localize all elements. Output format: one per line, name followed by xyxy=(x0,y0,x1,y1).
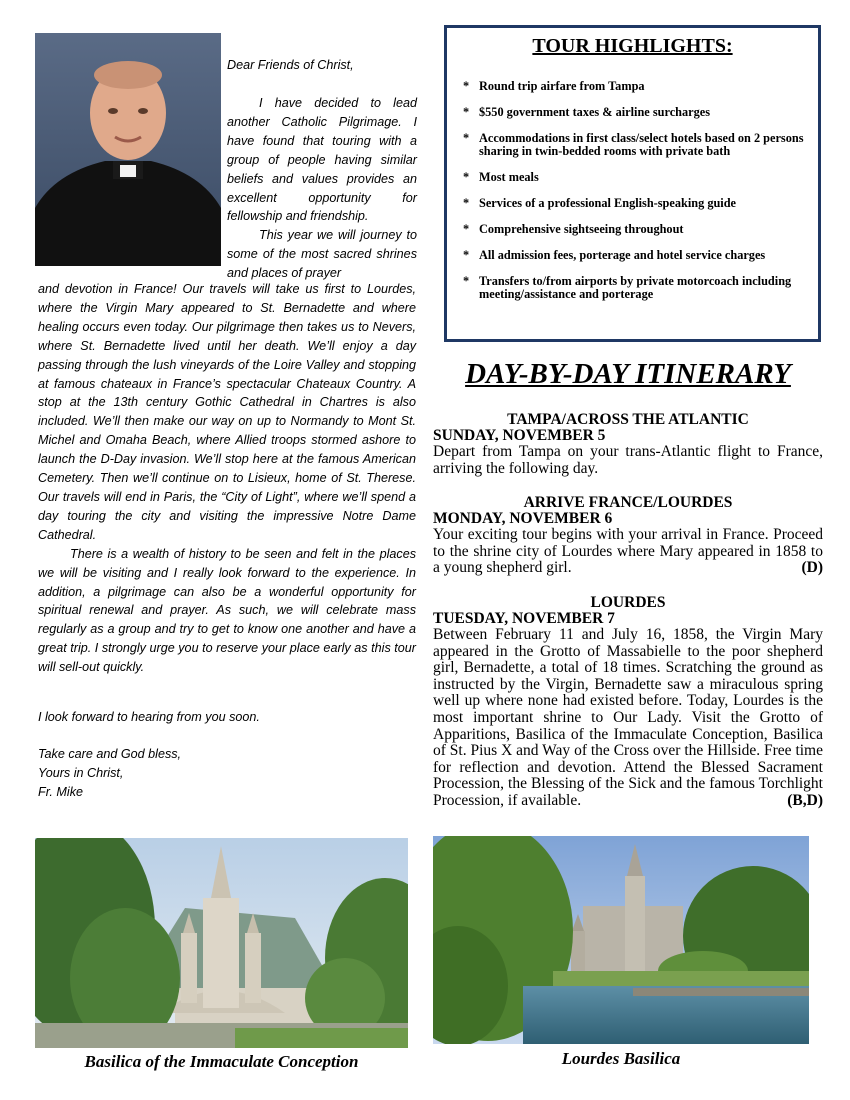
signoff-line: Yours in Christ, xyxy=(38,766,124,780)
day-description: Between February 11 and July 16, 1858, the Virgin Mary appeared in the Grotto of Massabielle to the poor shepherd girl, Bernadette, a total of 18 times. Scratching the ground as instructed by the Virgin, Bernadette saw a miraculous spring well up where none had existed before. Today, Lourdes is the most important shrine to Our Lady. Visit the Grotto of Apparitions, Basilica of the Immaculate Conception, Basilica of St. Pius X and Way of the Cross over the Hillside. Free time for reflection and devotion. Attend the Blessed Sacrament Procession, the Blessing of the Sick and the famous Torchlight Procession, if available. (B,D) xyxy=(433,626,823,809)
bullet-icon: * xyxy=(463,274,470,288)
tour-highlights-title: TOUR HIGHLIGHTS: xyxy=(532,35,733,57)
day-date: SUNDAY, NOVEMBER 5 xyxy=(433,427,606,444)
bullet-icon: * xyxy=(463,131,470,145)
itinerary-title: DAY-BY-DAY ITINERARY xyxy=(465,358,791,390)
letter-signoff xyxy=(38,745,416,802)
tour-highlights-box xyxy=(444,25,821,342)
letter-paragraph-2-start: This year we will journey to some of the most sacred shrines and places of prayer xyxy=(227,228,417,281)
left-photo-caption: Basilica of the Immaculate Conception xyxy=(84,1052,359,1071)
day-heading: ARRIVE FRANCE/LOURDES xyxy=(523,494,733,511)
bullet-icon: * xyxy=(463,196,470,210)
bullet-icon: * xyxy=(463,170,470,184)
highlight-item: * Most meals xyxy=(463,170,539,184)
highlight-item: * Services of a professional English-speaking guide xyxy=(463,196,737,210)
letter-paragraph-1: I have decided to lead another Catholic Pilgrimage. I have found that touring with a group of people having similar beliefs and values provides an excellent opportunity for fellowship and friendship. xyxy=(227,96,417,224)
itinerary-day xyxy=(433,494,823,577)
itinerary-day xyxy=(433,594,823,810)
day-description: Your exciting tour begins with your arrival in France. Proceed to the shrine city of Lourdes where Mary appeared in 1858 to a young shepherd girl. (D) xyxy=(433,526,823,577)
day-heading: LOURDES xyxy=(590,594,666,611)
letter-closing: I look forward to hearing from you soon. xyxy=(38,710,260,724)
day-heading: TAMPA/ACROSS THE ATLANTIC xyxy=(507,411,749,428)
priest-portrait xyxy=(35,33,221,266)
basilica-photo xyxy=(35,838,408,1048)
letter-paragraph-2-rest: and devotion in France! Our travels will take us first to Lourdes, where the Virgin Mary appeared to St. Bernadette and where healing occurs even today. Our pilgrimage then takes us to Nevers, where St. Bernadette lived until her death. We’ll enjoy a day passing through the lush vineyards of the Loire Valley and stopping at famous chateaux in France’s spectacular Chateaux Country. A stop at the 13th century Gothic Cathedral in Chartres is also included. We’ll then make our way on up to Normandy to Mont St. Michel and Omaha Beach, where Allied troops stormed ashore to launch the D-Day invasion. We’ll stop here at the famous American Cemetery. Then we’ll continue on to Lisieux, home of St. Therese. Our travels will end in Paris, the “City of Light”, where we’ll spend a day touring the city and visiting the impressive Notre Dame Cathedral. xyxy=(38,282,416,542)
right-photo-caption: Lourdes Basilica xyxy=(561,1049,681,1068)
letter-intro xyxy=(227,94,417,283)
lourdes-basilica-photo xyxy=(433,836,809,1044)
highlight-item: * All admission fees, porterage and hotel service charges xyxy=(463,248,766,262)
bullet-icon: * xyxy=(463,248,470,262)
meal-code: (D) xyxy=(801,559,823,577)
day-description: Depart from Tampa on your trans-Atlantic flight to France, arriving the following day. xyxy=(433,443,823,477)
tour-highlights-list xyxy=(463,80,813,314)
bullet-icon: * xyxy=(463,105,470,119)
bullet-icon: * xyxy=(463,79,470,93)
itinerary-day xyxy=(433,411,823,477)
highlight-item: * Transfers to/from airports by private motorcoach including meeting/assistance and porterage xyxy=(463,274,792,301)
letter-body xyxy=(38,280,416,677)
day-date: TUESDAY, NOVEMBER 7 xyxy=(433,610,615,627)
highlight-item: * Comprehensive sightseeing throughout xyxy=(463,222,684,236)
highlight-item: * $550 government taxes & airline surcharges xyxy=(463,105,710,119)
highlight-item: * Accommodations in first class/select hotels based on 2 persons sharing in twin-bedded rooms with private bath xyxy=(463,131,804,158)
letter-paragraph-3: There is a wealth of history to be seen and felt in the places we will be visiting and I really look forward to the experience. In addition, a pilgrimage can also be a wonderful opportunity for spiritual renewal and prayer. As such, we will celebrate mass regularly as a group and try to get to know one another and have a great trip. I strongly urge you to reserve your place early as this tour will sell-out quickly. xyxy=(38,546,416,675)
signoff-name: Fr. Mike xyxy=(38,785,84,799)
bullet-icon: * xyxy=(463,222,470,236)
highlight-item: * Round trip airfare from Tampa xyxy=(463,79,645,93)
signoff-line: Take care and God bless, xyxy=(38,747,182,761)
meal-code: (B,D) xyxy=(787,791,823,809)
letter-greeting: Dear Friends of Christ, xyxy=(227,58,354,72)
day-date: MONDAY, NOVEMBER 6 xyxy=(433,510,613,527)
